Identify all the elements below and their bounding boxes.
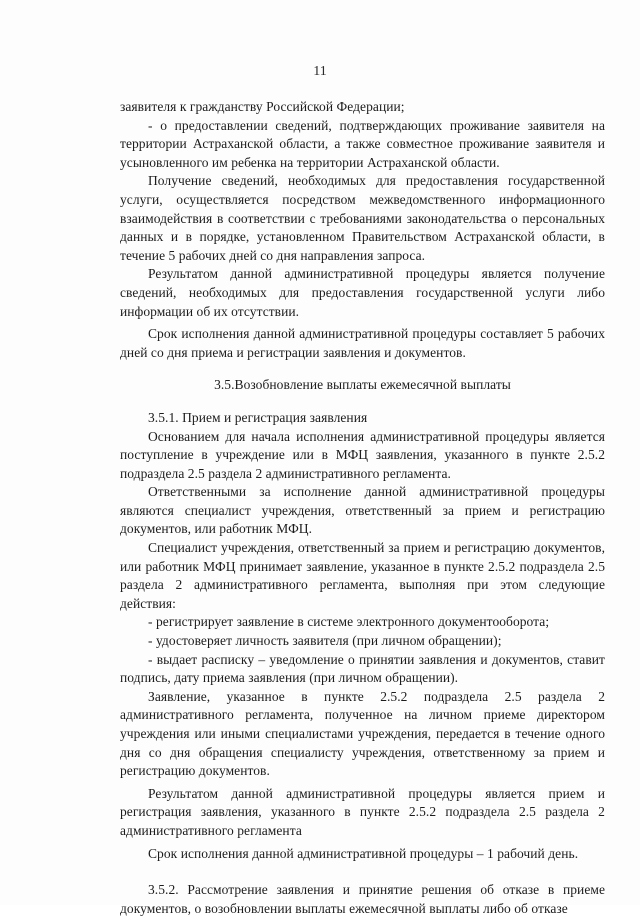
- paragraph-specialist-actions: Специалист учреждения, ответственный за прием и регистрацию документов, или работник МФЦ принимает заявление, указанное в пункте 2.5.2 подраздела 2.5 раздела 2 административного регламента, выполняя при этом следующие действия:: [120, 540, 605, 611]
- page-number: 11: [313, 64, 327, 79]
- paragraph-interagency-request: Получение сведений, необходимых для предоставления государственной услуги, осуществляется посредством межведомственного информационного взаимодействия в соответствии с требованиями законодательства о персональных данных и в порядке, установленном Правительством Астраханской области, в течение 5 рабочих дней со дня направления запроса.: [120, 173, 605, 263]
- paragraph-responsible-persons: Ответственными за исполнение данной административной процедуры являются специалист учреждения, ответственный за прием и регистрацию документов, или работник МФЦ.: [120, 484, 605, 537]
- list-item-verify-identity: - удостоверяет личность заявителя (при личном обращении);: [148, 633, 502, 649]
- paragraph-procedure-result: Результатом данной административной процедуры является получение сведений, необходимых для предоставления государственной услуги либо информации об их отсутствии.: [120, 266, 605, 319]
- paragraph-application-transfer: Заявление, указанное в пункте 2.5.2 подраздела 2.5 раздела 2 административного регламента, полученное на личном приеме директором учреждения или иными специалистами учреждения, передается в течение одного дня со дня обращения специалисту учреждения, ответственному за прием и регистрацию документов.: [120, 688, 605, 779]
- list-item-register: - регистрирует заявление в системе электронного документооборота;: [148, 614, 550, 630]
- paragraph-procedure-basis: Основанием для начала исполнения административной процедуры является поступление в учреждение или в МФЦ заявления, указанного в пункте 2.5.2 подраздела 2.5 раздела 2 административного регламента.: [120, 428, 605, 481]
- paragraph-procedure-term: Срок исполнения данной административной процедуры составляет 5 рабочих дней со дня приема и регистрации заявления и документов.: [120, 326, 605, 360]
- subsection-heading-3-5-2: 3.5.2. Рассмотрение заявления и принятие решения об отказе в приеме документов, о возобновлении выплаты ежемесячной выплаты либо об отказе: [120, 882, 605, 916]
- subsection-heading-3-5-1: 3.5.1. Прием и регистрация заявления: [148, 409, 368, 425]
- document-body: [120, 98, 605, 918]
- paragraph-continuation: заявителя к гражданству Российской Федерации;: [120, 99, 405, 114]
- paragraph-registration-result: Результатом данной административной процедуры является прием и регистрация заявления, указанного в пункте 2.5.2 подраздела 2.5 раздела 2 административного регламента: [120, 785, 605, 838]
- section-heading-3-5: 3.5.Возобновление выплаты ежемесячной выплаты: [214, 377, 511, 393]
- list-item-residence-info: - о предоставлении сведений, подтверждающих проживание заявителя на территории Астраханской области, а также совместное проживание заявителя и усыновленного им ребенка на территории Астраханской области.: [120, 117, 605, 170]
- list-item-issue-receipt: - выдает расписку – уведомление о принятии заявления и документов, ставит подпись, дату приема заявления (при личном обращении).: [120, 651, 605, 686]
- paragraph-registration-term: Срок исполнения данной административной процедуры – 1 рабочий день.: [148, 845, 579, 861]
